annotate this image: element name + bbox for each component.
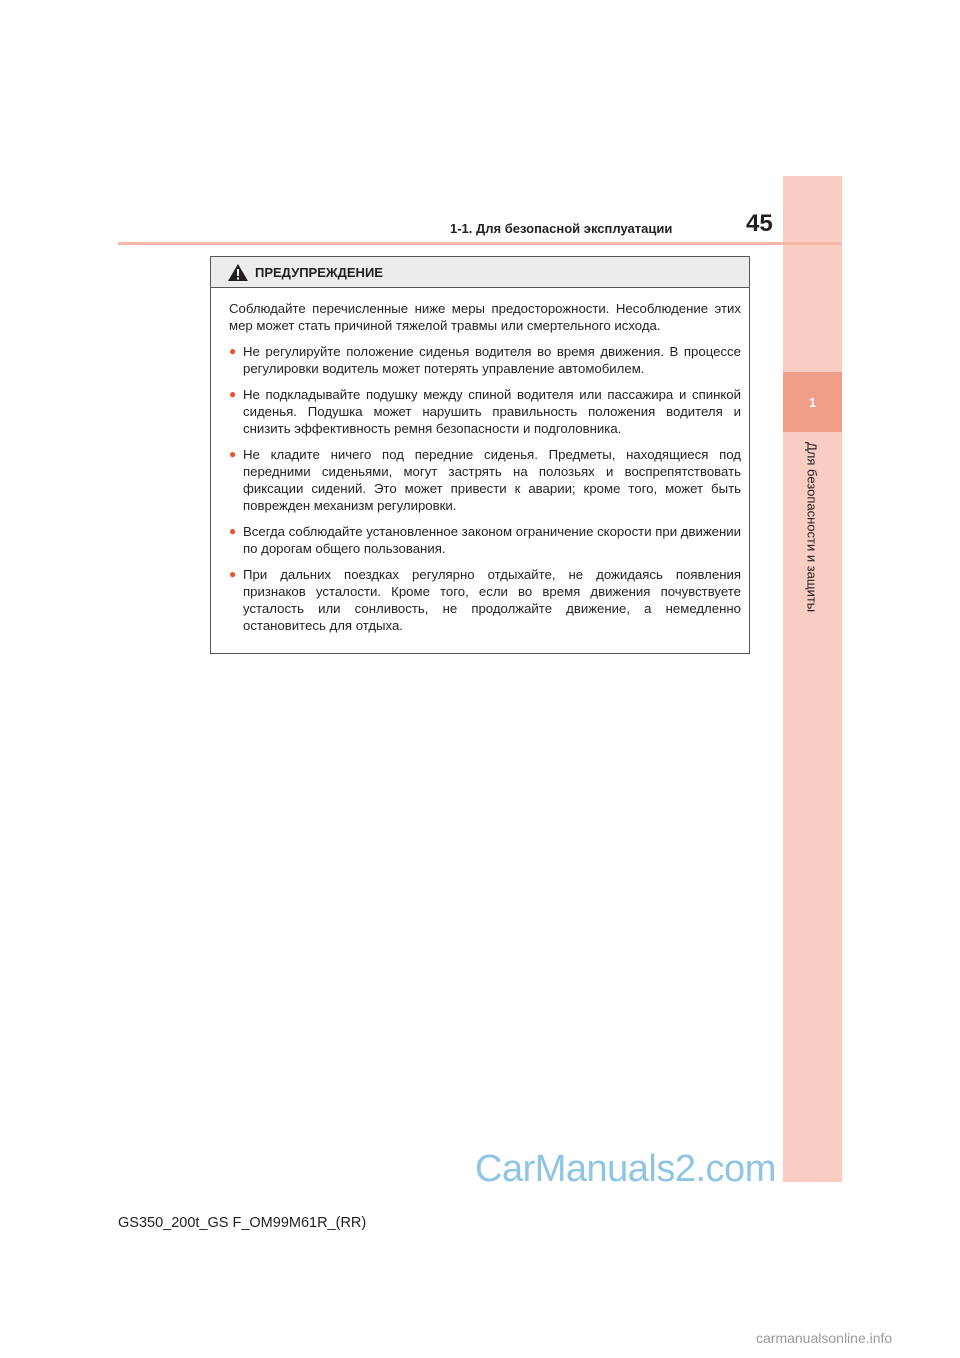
bullet-icon: ● bbox=[229, 447, 237, 461]
warning-header bbox=[211, 257, 749, 288]
watermark-logo: CarManuals2.com bbox=[475, 1148, 776, 1190]
warning-item bbox=[229, 343, 741, 377]
warning-item bbox=[229, 566, 741, 634]
chapter-number: 1 bbox=[808, 394, 817, 410]
watermark-site: carmanualsonline.info bbox=[756, 1330, 893, 1346]
side-strip bbox=[783, 176, 842, 1182]
bullet-icon: ● bbox=[229, 524, 237, 538]
warning-item bbox=[229, 446, 741, 514]
section-title: 1-1. Для безопасной эксплуатации bbox=[450, 221, 673, 236]
warning-item-text: Не подкладывайте подушку между спиной водителя или пассажира и спинкой сиденья. Подушка может нарушить правильность положения водителя и снизить эффективность ремня безопасности и подголовника. bbox=[243, 387, 741, 436]
header-rule bbox=[118, 242, 842, 245]
warning-body bbox=[211, 288, 749, 634]
warning-box bbox=[210, 256, 750, 654]
warning-item-text: Не кладите ничего под передние сиденья. Предметы, находящиеся под передними сиденьями, могут застрять на полозьях и воспрепятствовать фиксации сидений. Это может привести к аварии; кроме того, может быть поврежден механизм регулировки. bbox=[243, 447, 741, 513]
footer-code: GS350_200t_GS F_OM99M61R_(RR) bbox=[118, 1215, 367, 1231]
warning-item-text: При дальних поездках регулярно отдыхайте, не дожидаясь появления признаков усталости. Кроме того, если во время движения почувствуете усталость или сонливость, не продолжайте движение, а немедленно остановитесь для отдыха. bbox=[243, 567, 741, 633]
bullet-icon: ● bbox=[229, 567, 237, 581]
bullet-icon: ● bbox=[229, 387, 237, 401]
warning-item bbox=[229, 386, 741, 437]
bullet-icon: ● bbox=[229, 344, 237, 358]
chapter-title: Для безопасности и защиты bbox=[804, 442, 820, 613]
warning-title: ПРЕДУПРЕЖДЕНИЕ bbox=[255, 264, 383, 280]
page-number: 45 bbox=[746, 210, 773, 237]
warning-item bbox=[229, 523, 741, 557]
warning-item-text: Всегда соблюдайте установленное законом ограничение скорости при движении по дорогам общего пользования. bbox=[243, 524, 741, 556]
chapter-tab bbox=[783, 372, 842, 432]
warning-item-text: Не регулируйте положение сиденья водителя во время движения. В процессе регулировки водитель может потерять управление автомобилем. bbox=[243, 344, 741, 376]
warning-triangle-icon bbox=[227, 263, 249, 282]
warning-intro: Соблюдайте перечисленные ниже меры предосторожности. Несоблюдение этих мер может стать причиной тяжелой травмы или смертельного исхода. bbox=[229, 301, 741, 333]
